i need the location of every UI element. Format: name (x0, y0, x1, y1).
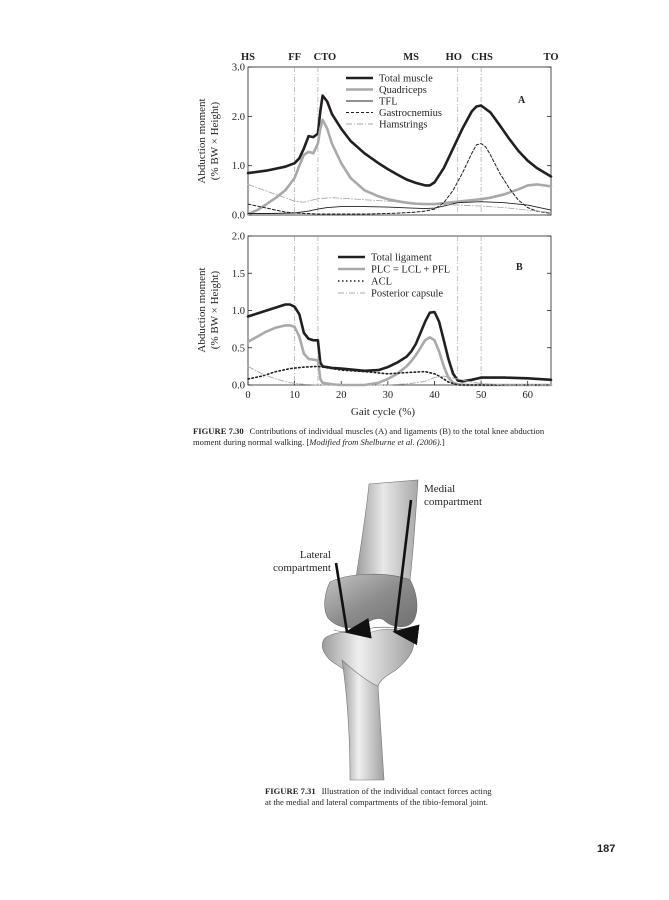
x-tick-label: 50 (475, 390, 487, 401)
series-line-plc-lcl-pfl (248, 325, 551, 385)
lateral-label-line1: Lateral (299, 549, 331, 561)
series-line-acl (248, 366, 551, 385)
y-tick-label: 2.0 (231, 111, 245, 123)
gait-event-labels (241, 52, 559, 63)
panel-b-legend (338, 253, 450, 300)
figure-7-30-caption-end: ] (441, 437, 445, 447)
legend-label: PLC = LCL + PFL (371, 264, 451, 276)
y-tick-label: 2.0 (231, 231, 245, 243)
figure-7-31-caption-text: Illustration of the individual contact forces acting at the medial and lateral compartments of the tibio-femoral joint. (265, 786, 492, 807)
lateral-label-line2: compartment (272, 562, 331, 574)
x-tick-label: 0 (245, 390, 251, 401)
panel-b-ylabel-line2: (% BW × Height) (209, 270, 221, 350)
gait-event-label: HS (240, 52, 256, 63)
y-tick-label: 0.5 (231, 343, 245, 355)
gait-event-label: CTO (313, 52, 337, 63)
gait-event-label: MS (403, 52, 420, 63)
figure-7-31-caption (265, 786, 497, 808)
page-number: 187 (597, 843, 616, 855)
series-line-posterior-capsule (248, 366, 551, 385)
legend-label: ACL (371, 276, 392, 288)
medial-compartment-label (424, 483, 482, 509)
y-tick-label: 0.0 (231, 380, 245, 392)
gait-event-label: HO (445, 52, 462, 63)
panel-b-ylabel-line1: Abduction moment (196, 267, 208, 353)
panel-b-xlabel: Gait cycle (%) (350, 406, 416, 418)
series-line-hamstrings (248, 184, 551, 212)
panel-a (196, 63, 551, 222)
y-tick-label: 3.0 (231, 62, 245, 74)
y-tick-label: 0.0 (231, 210, 245, 222)
figure-7-31-knee-illustration (0, 470, 669, 790)
medial-label-line1: Medial (424, 483, 456, 495)
y-tick-label: 1.0 (231, 161, 245, 173)
legend-label: Total ligament (371, 252, 432, 264)
figure-7-30-chart (0, 0, 669, 440)
gait-event-label: TO (543, 52, 559, 63)
legend-label: Gastrocnemius (379, 108, 442, 119)
x-tick-label: 10 (289, 390, 300, 401)
figure-7-30-source: Modified from Shelburne et al. (2006). (309, 437, 442, 447)
gait-event-label: FF (288, 52, 302, 63)
lateral-compartment-label (264, 549, 331, 575)
panel-a-ylabel-line1: Abduction moment (196, 98, 208, 184)
figure-7-30-caption-text: Contributions of individual muscles (A) and ligaments (B) to the total knee abduction moment during normal walking. [ (193, 426, 545, 447)
x-tick-label: 30 (382, 390, 394, 401)
x-tick-label: 20 (335, 390, 347, 401)
tibial-plateau (322, 629, 414, 686)
medial-label-line2: compartment (424, 496, 483, 508)
legend-label: Hamstrings (379, 119, 428, 131)
figure-7-30-caption (193, 426, 553, 448)
figure-7-31-label: FIGURE 7.31 (265, 786, 316, 796)
x-tick-label: 60 (522, 390, 533, 401)
figure-7-30-label: FIGURE 7.30 (193, 426, 244, 436)
x-tick-label: 40 (429, 390, 440, 401)
legend-label: Quadriceps (379, 85, 427, 96)
gait-event-label: CHS (471, 52, 493, 63)
series-line-total-ligament (248, 305, 551, 382)
panel-b (196, 232, 551, 419)
legend-label: TFL (379, 96, 398, 108)
panel-b-series (248, 305, 551, 386)
panel-a-legend (346, 74, 442, 131)
panel-a-ylabel-line2: (% BW × Height) (209, 101, 221, 181)
panel-b-label: B (516, 262, 523, 273)
femur-shaft (355, 480, 418, 585)
legend-label: Posterior capsule (371, 288, 444, 300)
y-tick-label: 1.5 (231, 268, 245, 280)
panel-a-label: A (518, 95, 526, 106)
legend-label: Total muscle (379, 73, 433, 85)
y-tick-label: 1.0 (231, 306, 245, 317)
